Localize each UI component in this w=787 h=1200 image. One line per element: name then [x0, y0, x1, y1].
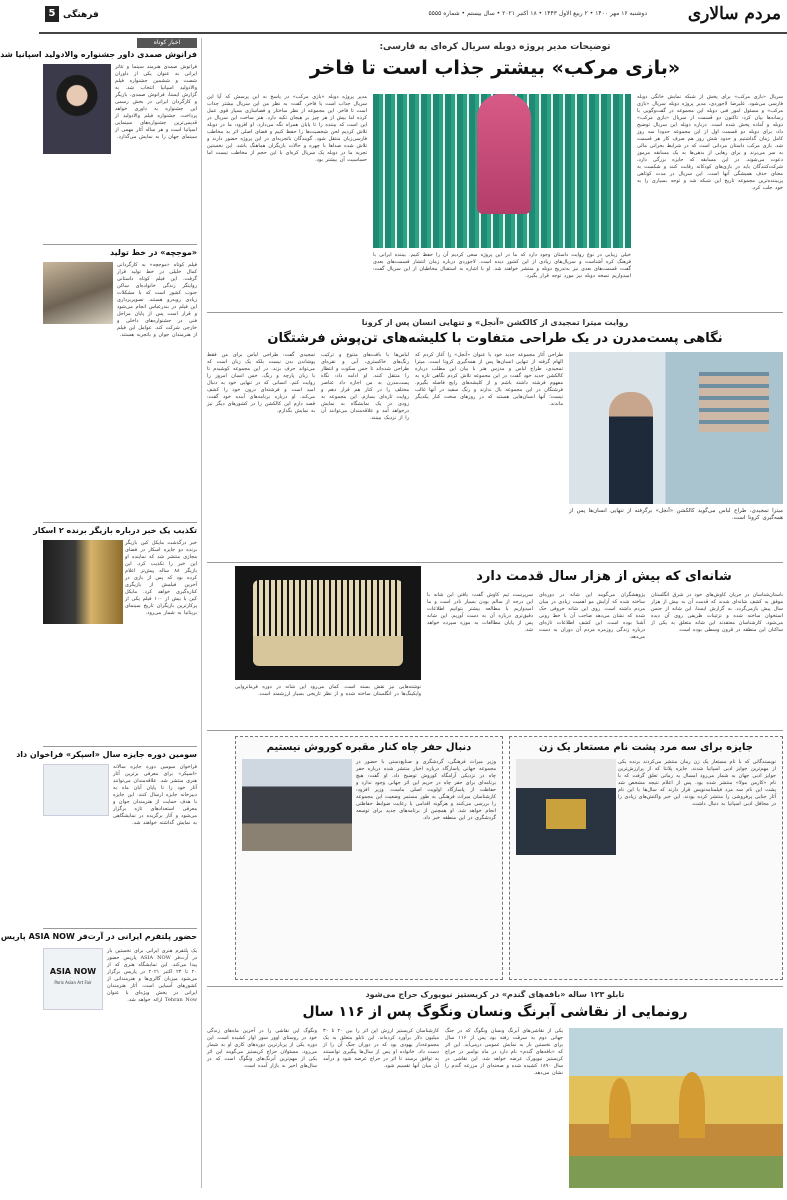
- section-name: فرهنگی: [63, 10, 99, 20]
- fashion-kicker: روایت میترا تمجیدی از کالکشن «آنجل» و تنهایی انسان پس از کرونا: [361, 318, 629, 327]
- prize-box: [509, 736, 783, 980]
- sidebar-label: اخبار کوتاه: [137, 38, 197, 48]
- fashion-body-middle: لباس‌ها با بافت‌های متنوع و ترکیب رنگ‌های خاکستری، آبی و نقره‌ای طراحی شده‌اند تا حس سکوت و انتظار را منتقل کنند. او ادامه داد: نگاه پست‌مدرن به من اجازه داد عناصر مختلف را در کنار هم قرار دهم و روایت تازه‌ای بسازم. این مجموعه به زودی در یک نمایشگاه به نمایش درخواهد آمد و علاقه‌مندان می‌توانند آن را از نزدیک ببینند.: [321, 352, 409, 421]
- painting-kicker: تابلو ۱۲۳ ساله «بافه‌های گندم» در کریستیز نیویورک حراج می‌شود: [365, 990, 625, 999]
- ancient-comb-photo: [235, 566, 421, 680]
- tomb-headline: دنبال حفر چاه کنار مقبره کوروش نیستیم: [266, 742, 472, 753]
- painting-body-right: یکی از نقاشی‌های آبرنگ ونسان ونگوگ که در جنگ جهانی دوم به سرقت رفته بود پس از ۱۱۶ سال برای نخستین بار به نمایش عمومی درمی‌آید. این اثر که «بافه‌های گندم» نام دارد در ماه نوامبر در حراج کریستیز نیویورک عرضه خواهد شد. این نقاشی در سال ۱۸۹۰ کشیده شده و صحنه‌ای از مزرعه گندم را نشان می‌دهد.: [445, 1028, 564, 1076]
- sidebar-story-4-body: فراخوان سومین دوره جایزه سالانه «اسپکر» برای معرفی برترین آثار هنری منتشر شد. علاقه‌مندان می‌توانند آثار خود را تا پایان آبان ماه به دبیرخانه جایزه ارسال کنند. این جایزه با هدف حمایت از هنرمندان جوان و معرفی استعدادهای تازه برگزار می‌شود و آثار برگزیده در نمایشگاهی به نمایش گذاشته خواهند شد.: [113, 764, 197, 826]
- sidebar: [0, 38, 198, 1188]
- masthead-dateline: دوشنبه ۱۶ مهر ۱۴۰۰ • ۲ ربیع الاول ۱۴۴۳ • ۱۸ اکتبر ۲۰۲۱ • سال بیستم • شماره ۵۵۵۵: [428, 10, 647, 17]
- sidebar-story-2-body: فیلم کوتاه «موجچه» به کارگردانی کمال خلیلی در خط تولید قرار گرفت. این فیلم کوتاه داستانی روایتگر زندگی خانواده‌ای ساکن جنوب کشور است که با مشکلات زیادی روبه‌رو هستند. تصویربرداری این فیلم در بندرعباس انجام می‌شود و قرار است پس از پایان مراحل فنی در جشنواره‌های داخلی و خارجی شرکت کند. عوامل این فیلم از هنرمندان جوان و باتجربه هستند.: [117, 262, 197, 338]
- comb-caption: نوشته‌هایی نیز نقش بسته است. کمان می‌رود این شانه در دوره فرمانروایی وایکینگ‌ها در انگلستان ساخته شده و از نظر تاریخی بسیار ارزشمند است.: [235, 684, 421, 697]
- sidebar-story-1-title: فرانوش صمدی داور جشنواره والادولید اسپانیا شد: [0, 50, 197, 59]
- fashion-caption: میترا تمجیدی، طراح لباس می‌گوید کالکشن «آنجل» برگرفته از تنهایی انسان‌ها پس از همه‌گیری کرونا است.: [569, 508, 783, 521]
- fashion-body-right: طراحی آثار مجموعه جدید خود با عنوان «آنجل» را آغاز کردم که الهام گرفته از تنهایی انسان‌ها پس از همه‌گیری کرونا است. میترا تمجیدی، طراح لباس و مدرس هنر با بیان این مطلب درباره کالکشن جدید خود گفت: در این مجموعه تلاش کردم نگاهی تازه به مفهوم فرشته داشته باشم و از کلیشه‌های رایج فاصله بگیرم. فرشتگان در این مجموعه بال ندارند و رنگ سفید در آنها غالب نیست؛ آنها انسان‌هایی هستند که در روزهای سخت کنار یکدیگر ماندند.: [415, 352, 563, 407]
- lead-headline: «بازی مرکب» بیشتر جذاب است تا فاخر: [309, 57, 681, 79]
- sidebar-story-4-title: سومین دوره جایزه سال «اسپکر» فراخوان داد: [16, 750, 197, 759]
- asia-now-logo: ASIA NOW: [49, 967, 97, 976]
- lead-body-middle: مدیر پروژه دوبله «بازی مرکب» در پاسخ به این پرسش که آیا این سریال جذاب است یا فاخر، گفت: به نظر من این سریال بیشتر جذاب است تا فاخر. این مجموعه از نظر ساختار و فضاسازی بسیار قوی عمل کرده اما بیش از هر چیز بر هیجان تکیه دارد. هنر ساخت این سریال در این است که بیننده را تا پایان همراه نگه می‌دارد. او افزود: ما در دوبله تلاش کردیم لحن شخصیت‌ها را حفظ کنیم و فضای اصلی اثر به مخاطب فارسی‌زبان منتقل شود. گویندگان باتجربه‌ای در این پروژه حضور دارند و تلاش شده صداها با چهره و حالات بازیگران هماهنگ باشد. این نخستین تجربه ما در دوبله یک سریال کره‌ای با این حجم از مخاطب نیست اما حساسیت آن بیشتر بود.: [207, 94, 367, 163]
- award-logo: [43, 764, 109, 816]
- comb-headline: شانه‌ای که بیش از هزار سال قدمت دارد: [476, 569, 732, 584]
- masthead-logo: مردم سالاری: [687, 4, 781, 24]
- page-number: 5: [45, 6, 59, 22]
- sidebar-story-3-body: خبر درگذشت مایکل کین بازیگر برنده دو جایزه اسکار در فضای مجازی منتشر شد که نماینده او این خبر را تکذیب کرد. این بازیگر ۸۸ ساله پیش‌تر اعلام کرده بود که پس از بازی در آخرین فیلمش از بازیگری کناره‌گیری خواهد کرد. مایکل کین با بیش از ۱۰۰ فیلم یکی از پرکارترین بازیگران تاریخ سینمای بریتانیا به شمار می‌رود.: [125, 540, 197, 616]
- designer-photo: [569, 352, 783, 504]
- sidebar-story-2-title: «موجچه» در خط تولید: [110, 248, 197, 257]
- comb-body-left: سرپرست تیم کاوش گفت: یافتن این شانه با این درجه از سالم بودن بسیار نادر است و ما امیدواریم با مطالعه بیشتر بتوانیم اطلاعات دقیق‌تری درباره آن به دست آوریم. این شانه پس از پایان مطالعات به موزه سپرده خواهد شد.: [427, 592, 533, 633]
- van-gogh-painting: [569, 1028, 783, 1188]
- tomb-body: وزیر میراث فرهنگی، گردشگری و صنایع‌دستی با حضور در مجموعه جهانی پاسارگاد درباره اخبار منتشر شده درباره حفر چاه در نزدیکی آرامگاه کوروش توضیح داد. او گفت: هیچ برنامه‌ای برای حفر چاه در حریم این اثر جهانی وجود ندارد و حفاظت از پاسارگاد اولویت اصلی ماست. وزیر افزود: کارشناسان میراث فرهنگی به طور مستمر وضعیت این مجموعه را بررسی می‌کنند و هرگونه اقدامی با رعایت ضوابط حفاظتی انجام خواهد شد. او همچنین از برنامه‌های جدید برای توسعه گردشگری در این منطقه خبر داد.: [356, 759, 496, 821]
- planeta-award-photo: [516, 759, 616, 855]
- sidebar-story-1-body: فرانوش صمدی هنرمند سینما و تئاتر ایرانی به عنوان یکی از داوران شصت و ششمین جشنواره فیلم والادولید اسپانیا انتخاب شد. به گزارش ایسنا، فرانوش صمدی، بازیگر و کارگردان ایرانی در بخش رسمی این جشنواره به داوری خواهد پرداخت. جشنواره فیلم والادولید از قدیمی‌ترین جشنواره‌های سینمایی اسپانیا است و هر ساله آثار مهمی از سینمای جهان را به نمایش می‌گذارد.: [115, 64, 197, 140]
- actress-photo: [43, 64, 111, 154]
- film-set-photo: [43, 262, 113, 324]
- tomb-box: [235, 736, 503, 980]
- prize-headline: جایزه برای سه مرد پشت نام مستعار یک زن: [539, 742, 753, 753]
- asia-now-logo-box: [43, 948, 103, 1010]
- painting-body-left: ونگوگ این نقاشی را در آخرین ماه‌های زندگی خود در روستای اوور سور اواز کشیده است. این دوره یکی از پربارترین دوره‌های کاری او به شمار می‌رود. مسئولان حراج کریستیز می‌گویند این اثر یکی از مهم‌ترین آبرنگ‌های ونگوگ است که در سال‌های اخیر به بازار آمده است.: [207, 1028, 317, 1069]
- masthead: [39, 0, 787, 34]
- lead-body-left: خیلی زیبایی در نوع روایت داستان وجود دارد که ما در این پروژه سعی کردیم آن را حفظ کنیم. بیننده ایرانی با فرهنگ کره آشناست و سریال‌های زیادی از این کشور دیده است. لاجوردی درباره زمان انتشار قسمت‌های بعدی گفت: قسمت‌های بعدی نیز به‌تدریج دوبله و منتشر خواهند شد. او با اشاره به استقبال مخاطبان از این سریال گفت: امیدواریم نسخه دوبله نیز مورد توجه قرار بگیرد.: [373, 252, 631, 279]
- comb-body-right: باستان‌شناسان در جریان کاوش‌های خود در شرق انگلستان موفق به کشف شانه‌ای شدند که قدمت آن به بیش از هزار سال پیش بازمی‌گردد. به گزارش ایسنا، این شانه از جنس استخوان ساخته شده و تزئینات ظریفی روی آن دیده می‌شود. کارشناسان معتقدند این شانه متعلق به یکی از ساکنان این منطقه در قرون وسطی بوده است.: [651, 592, 783, 633]
- asia-now-subtitle: Paris Asian Art Fair: [54, 980, 92, 985]
- michael-caine-photo: [43, 540, 123, 624]
- prize-body: نویسندگانی که با نام مستعار یک زن رمان منتشر می‌کردند برنده یکی از مهم‌ترین جوایز ادبی اسپانیا شدند. جایزه پلانتا که از پرارزش‌ترین جوایز ادبی جهان به شمار می‌رود امسال به رمانی تعلق گرفت که با نام «کارمن مولا» منتشر شده بود. پس از اعلام نتیجه مشخص شد پشت این نام سه مرد فیلمنامه‌نویس قرار دارند که سال‌ها با این نام آثار جنایی پرفروشی را منتشر کرده بودند. این خبر واکنش‌های زیادی را در محافل ادبی اسپانیا به دنبال داشت.: [618, 759, 776, 807]
- comb-body-middle: پژوهشگران می‌گویند این شانه در دوره‌ای ساخته شده که آرایش مو اهمیت زیادی در میان مردم داشته است. روی این شانه حروفی حک شده که نشان می‌دهد صاحب آن با خط رونی آشنا بوده است. این کشف اطلاعات تازه‌ای درباره زندگی روزمره مردم آن دوران به دست می‌دهد.: [539, 592, 645, 640]
- lead-kicker: توضیحات مدیر پروژه دوبله سریال کره‌ای به فارسی:: [379, 42, 611, 52]
- sidebar-story-5-title: حضور پلتفرم ایرانی در آرت‌فر ASIA NOW پاریس: [0, 932, 197, 941]
- lead-body-right: سریال «بازی مرکب» برای پخش از شبکه نمایش خانگی دوبله فارسی می‌شود. علیرضا لاجوردی، مدیر پروژه دوبله سریال «بازی مرکب» و مسئول امور فنی دوبله این مجموعه در گفت‌وگویی با رسانه‌ها بیان کرد: تاکنون دو قسمت از سریال «بازی مرکب» دوبله و آماده پخش شده است. درباره دوبله این سریال توضیح داد: برای دوبله دو قسمت اول از این مجموعه حدودا سه روز کامل زمان گذاشتیم و حدود شش روز هم صرف کار هر قسمت شد. بازی مرکب داستان مردانی است که در شرایط بحرانی مالی به سر می‌برند و برای رهایی از بدهی‌ها به یک مسابقه مرموز دعوت می‌شوند. در این مسابقه که جایزه بزرگی دارد، شرکت‌کنندگان باید در بازی‌های کودکانه رقابت کنند و شکست به معنای حذف همیشگی آنها است. این سریال در مدت کوتاهی پربیننده‌ترین مجموعه تاریخ این شبکه شد و توجه بسیاری را به خود جلب کرد.: [637, 94, 783, 191]
- fashion-headline: نگاهی پست‌مدرن در یک طراحی متفاوت با کلیشه‌های تن‌پوش فرشتگان: [267, 331, 723, 346]
- sidebar-story-5-body: یک پلتفرم هنری ایرانی برای نخستین بار در آرت‌فر ASIA NOW پاریس حضور پیدا می‌کند. این نمایشگاه هنری که از ۲۰ تا ۲۴ اکتبر ۲۰۲۱ در پاریس برگزار می‌شود میزبان گالری‌ها و هنرمندانی از کشورهای آسیایی است. آثار هنرمندان ایرانی در بخش ویژه‌ای با عنوان Tehran Now ارائه خواهد شد.: [107, 948, 198, 1003]
- minister-visit-photo: [242, 759, 352, 851]
- fashion-body-left: تمجیدی گفت: طراحی لباس برای من فقط پوشاندن بدن نیست بلکه یک زبان است که می‌تواند حرف بزند. در این مجموعه کوشیدم تا با زبان پارچه و رنگ، حس انسان امروز را روایت کنم. انسانی که در تنهایی خود به دنبال امید است و فرشته‌ای درون خود را کشف می‌کند. او درباره برنامه‌های آینده خود گفت: قصد دارم این کالکشن را در کشورهای دیگر نیز به نمایش بگذارم.: [207, 352, 315, 414]
- sidebar-story-3-title: تکذیب یک خبر درباره بازیگر برنده ۲ اسکار: [33, 526, 197, 535]
- painting-body-middle: کارشناسان کریستیز ارزش این اثر را بین ۲۰ تا ۳۰ میلیون دلار برآورد کرده‌اند. این تابلو متعلق به یک مجموعه‌دار یهودی بود که در دوران جنگ آن را از دست داد. خانواده او پس از سال‌ها پیگیری توانستند به توافق برسند تا اثر در حراج عرضه شود و درآمد آن میان آنها تقسیم شود.: [323, 1028, 440, 1069]
- squid-game-photo: [373, 94, 631, 248]
- painting-headline: رونمایی از نقاشی آبرنگ ونسان ونگوگ پس از ۱۱۶ سال: [302, 1004, 688, 1020]
